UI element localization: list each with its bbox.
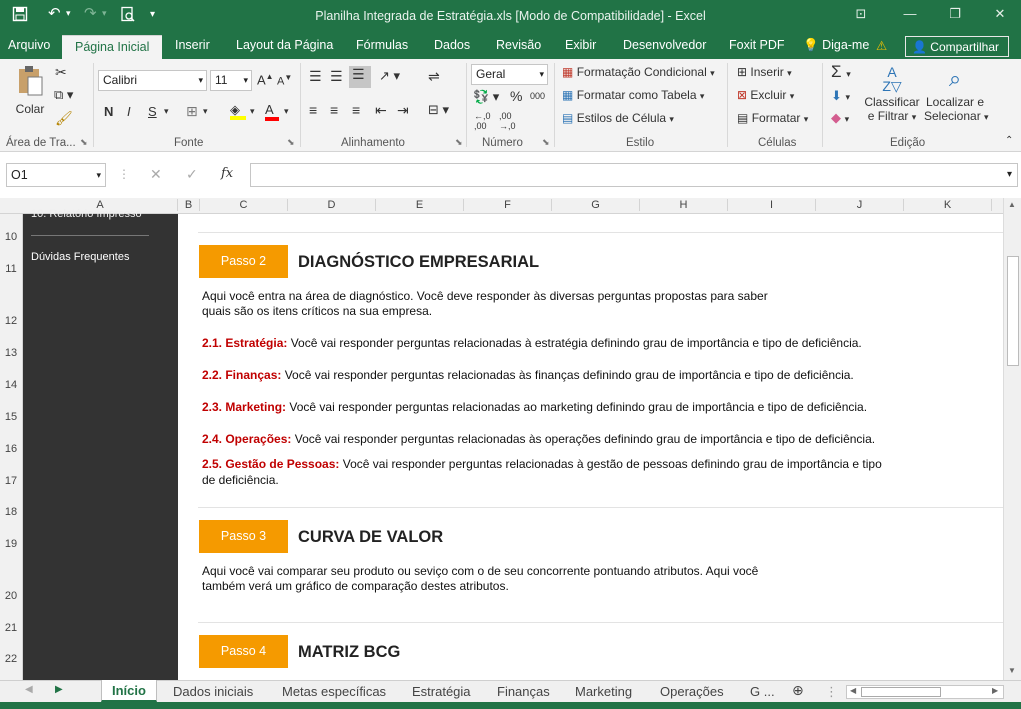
row-header[interactable]: 20 xyxy=(4,590,18,602)
alignment-group-label: Alinhamento xyxy=(341,137,405,149)
chevron-down-icon: ▾ xyxy=(96,170,101,180)
customize-toolbar-icon[interactable]: ▾ xyxy=(150,9,156,20)
divider xyxy=(198,622,1003,623)
insert-cells-button[interactable] xyxy=(737,65,792,79)
accounting-format-icon[interactable]: 💱 ▾ xyxy=(473,89,500,104)
ribbon xyxy=(0,59,1021,152)
decrease-decimal-icon[interactable]: ,00 →,0 xyxy=(499,111,516,131)
decrease-font-icon[interactable]: A▼ xyxy=(277,73,293,88)
paste-button[interactable] xyxy=(14,65,46,116)
clear-icon[interactable]: ◆ ▾ xyxy=(831,110,850,125)
sidebar-item-relatorio[interactable]: 10. Relatório Impresso xyxy=(31,208,142,220)
align-right-icon[interactable]: ≡ xyxy=(352,102,361,118)
tell-me-label: Diga-me xyxy=(822,38,870,52)
step2-item xyxy=(202,457,882,472)
column-headers xyxy=(0,198,1021,214)
increase-decimal-icon[interactable]: ←,0 ,00 xyxy=(474,111,491,131)
alignment-launcher-icon[interactable]: ⬊ xyxy=(455,137,463,147)
scroll-up-icon[interactable]: ▲ xyxy=(1008,200,1016,209)
cells-group-label: Células xyxy=(758,137,797,149)
chevron-down-icon: ▾ xyxy=(789,91,795,101)
sheet-tab-marketing[interactable]: Marketing xyxy=(575,684,633,699)
editing-group-label: Edição xyxy=(890,137,926,149)
chevron-down-icon: ▾ xyxy=(198,75,203,85)
conditional-formatting-button[interactable] xyxy=(562,65,715,79)
step2-item xyxy=(202,336,862,351)
font-size-value: 11 xyxy=(215,73,228,87)
sheet-tab-estrategia[interactable]: Estratégia xyxy=(412,684,471,699)
column-header[interactable]: F xyxy=(464,199,552,211)
row-header[interactable]: 12 xyxy=(4,315,18,327)
confirm-entry-icon: ✓ xyxy=(186,166,198,182)
number-format-select[interactable] xyxy=(471,64,548,85)
sheet-tab-metas[interactable]: Metas específicas xyxy=(282,684,387,699)
row-header[interactable]: 14 xyxy=(4,379,18,391)
font-color-icon[interactable]: A xyxy=(265,102,279,121)
increase-indent-icon[interactable]: ⇥ xyxy=(397,102,409,118)
column-header[interactable]: E xyxy=(376,199,464,211)
more-options-icon: ⋮ xyxy=(118,167,130,181)
merge-center-icon[interactable]: ⊟ ▾ xyxy=(428,102,450,117)
percent-icon[interactable]: % xyxy=(510,88,523,104)
tabs-splitter-icon[interactable]: ⋮ xyxy=(825,684,838,699)
format-cells-icon: ▤ xyxy=(737,111,749,125)
name-box-value: O1 xyxy=(11,168,28,182)
step3-line2: também verá um gráfico de comparação destes atributos. xyxy=(202,579,509,593)
fill-icon[interactable]: ⬇ ▾ xyxy=(831,88,851,103)
fill-color-dropdown-icon[interactable]: ▾ xyxy=(250,106,255,116)
prev-sheet-icon[interactable]: ◀ xyxy=(25,684,33,695)
find-select-label-1: Localizar e xyxy=(925,95,985,109)
chevron-down-icon: ▾ xyxy=(699,91,705,101)
sheet-tabs-bar xyxy=(0,680,1021,702)
column-header[interactable]: J xyxy=(816,199,904,211)
sort-filter-label-2: e Filtrar ▾ xyxy=(867,109,917,123)
find-select-label-2: Selecionar ▾ xyxy=(924,109,989,123)
font-launcher-icon[interactable]: ⬊ xyxy=(287,137,295,147)
fill-color-icon[interactable]: ◈ xyxy=(230,102,246,120)
tab-pagina-inicial[interactable]: Página Inicial xyxy=(62,35,162,59)
increase-font-icon[interactable]: A▲ xyxy=(257,72,274,88)
status-bar xyxy=(0,702,1021,709)
underline-button[interactable]: S xyxy=(148,104,157,119)
font-color-dropdown-icon[interactable]: ▾ xyxy=(284,106,289,116)
insert-cells-label: Inserir xyxy=(750,65,784,79)
item-text: Você vai responder perguntas relacionadas à estratégia definindo grau de importância e tipo de deficiência. xyxy=(287,336,862,350)
vertical-scrollbar[interactable] xyxy=(1003,198,1021,680)
redo-dropdown-icon: ▾ xyxy=(102,8,107,18)
scroll-down-icon[interactable]: ▼ xyxy=(1008,666,1016,675)
chevron-down-icon: ▾ xyxy=(669,114,674,124)
format-cells-label: Formatar xyxy=(751,111,801,125)
row-header[interactable]: 15 xyxy=(4,411,18,423)
cut-icon[interactable]: ✂ xyxy=(55,64,67,80)
redo-icon[interactable]: ↷ xyxy=(84,5,97,22)
table-icon: ▦ xyxy=(562,88,574,102)
font-name-value: Calibri xyxy=(103,73,138,87)
align-middle-icon[interactable]: ☰ xyxy=(330,68,343,84)
column-header[interactable]: C xyxy=(200,199,288,211)
chevron-down-icon: ▾ xyxy=(243,75,248,85)
row-header[interactable]: 16 xyxy=(4,443,18,455)
item-label: 2.3. Marketing: xyxy=(202,400,287,414)
item-text: Você vai responder perguntas relacionadas à gestão de pessoas definindo grau de importância e tipo xyxy=(339,457,882,471)
tab-dados[interactable]: Dados xyxy=(434,38,471,52)
borders-dropdown-icon[interactable]: ▾ xyxy=(203,106,208,116)
divider xyxy=(198,232,1003,233)
title-bar xyxy=(0,0,1021,34)
column-header[interactable]: H xyxy=(640,199,728,211)
scroll-thumb[interactable] xyxy=(1007,256,1019,366)
tab-arquivo[interactable]: Arquivo xyxy=(8,38,51,52)
warning-icon[interactable]: ⚠ xyxy=(876,39,888,53)
horizontal-scrollbar[interactable] xyxy=(846,685,1004,699)
step2-badge: Passo 2 xyxy=(199,245,288,278)
tell-me[interactable] xyxy=(803,38,869,53)
row-header[interactable]: 17 xyxy=(4,475,18,487)
column-header[interactable]: A xyxy=(23,199,178,211)
sheet-tab-more[interactable]: G ... xyxy=(750,684,775,699)
undo-dropdown-icon[interactable]: ▾ xyxy=(66,8,71,18)
format-as-table-label: Formatar como Tabela xyxy=(576,88,697,102)
item-label: 2.2. Finanças: xyxy=(202,368,282,382)
align-bottom-icon[interactable]: ☰ xyxy=(349,66,371,88)
tab-revisao[interactable]: Revisão xyxy=(496,38,542,52)
person-icon: 👤 xyxy=(912,40,927,54)
item-label: 2.4. Operações: xyxy=(202,432,292,446)
share-button[interactable] xyxy=(905,36,1009,57)
sort-filter-icon: A Z▽ xyxy=(882,64,902,94)
font-group-label: Fonte xyxy=(174,137,204,149)
wrap-text-icon[interactable]: ⇌ xyxy=(428,68,440,84)
column-header[interactable]: I xyxy=(728,199,816,211)
tab-exibir[interactable]: Exibir xyxy=(565,38,597,52)
sheet-content xyxy=(178,214,1003,680)
sort-filter-label-1: Classificar xyxy=(864,95,920,109)
divider xyxy=(198,507,1003,508)
number-group-label: Número xyxy=(482,137,523,149)
add-sheet-icon[interactable]: ⊕ xyxy=(792,682,804,698)
insert-cells-icon: ⊞ xyxy=(737,65,748,79)
sidebar-item-faq[interactable]: Dúvidas Frequentes xyxy=(31,251,130,263)
italic-button[interactable]: I xyxy=(127,104,131,119)
chevron-down-icon: ▾ xyxy=(787,68,792,78)
cell-styles-label: Estilos de Célula xyxy=(576,111,667,125)
sidebar-divider xyxy=(31,235,149,236)
chevron-down-icon: ▾ xyxy=(710,68,715,78)
cancel-entry-icon: ✕ xyxy=(150,166,162,182)
format-as-table-button[interactable] xyxy=(562,88,704,102)
borders-icon[interactable]: ⊞ xyxy=(186,103,198,119)
number-launcher-icon[interactable]: ⬊ xyxy=(542,137,550,147)
step2-item-continued: de deficiência. xyxy=(202,473,279,487)
clipboard-launcher-icon[interactable]: ⬊ xyxy=(80,137,88,147)
scroll-right-icon[interactable]: ▶ xyxy=(992,686,999,695)
column-header[interactable]: D xyxy=(288,199,376,211)
column-header[interactable]: B xyxy=(178,199,200,211)
find-select-button[interactable] xyxy=(924,65,989,123)
step2-item xyxy=(202,368,854,383)
number-format-value: Geral xyxy=(476,67,506,81)
align-center-icon[interactable]: ≡ xyxy=(330,102,339,118)
align-top-icon[interactable]: ☰ xyxy=(309,68,322,84)
step4-title: MATRIZ BCG xyxy=(298,643,401,661)
format-painter-icon[interactable]: 🖌 xyxy=(55,110,73,126)
row-headers xyxy=(0,214,23,680)
copy-icon[interactable]: ⧉ ▾ xyxy=(54,87,74,102)
undo-icon[interactable]: ↶ xyxy=(48,5,61,22)
maximize-icon[interactable]: ❐ xyxy=(949,6,961,21)
column-header[interactable]: G xyxy=(552,199,640,211)
formula-bar xyxy=(0,152,1021,198)
close-icon[interactable]: ✕ xyxy=(994,6,1006,21)
sheet-tab-operacoes[interactable]: Operações xyxy=(660,684,724,699)
column-header[interactable]: K xyxy=(904,199,992,211)
sheet-tab-financas[interactable]: Finanças xyxy=(497,684,550,699)
step2-title: DIAGNÓSTICO EMPRESARIAL xyxy=(298,253,540,271)
step4-badge: Passo 4 xyxy=(199,635,288,668)
row-header[interactable]: 21 xyxy=(4,622,18,634)
chevron-down-icon: ▾ xyxy=(803,114,809,124)
step2-intro-line1: Aqui você entra na área de diagnóstico. Você deve responder às diversas perguntas propostas para saber xyxy=(202,289,768,303)
align-left-icon[interactable]: ≡ xyxy=(309,102,318,118)
conditional-formatting-icon: ▦ xyxy=(562,65,574,79)
tab-desenvolvedor[interactable]: Desenvolvedor xyxy=(623,38,707,52)
row-header[interactable]: 10 xyxy=(4,231,18,243)
step3-title: CURVA DE VALOR xyxy=(298,528,444,546)
sheet-tab-dados-iniciais[interactable]: Dados iniciais xyxy=(173,684,254,699)
orientation-icon[interactable]: ↗ ▾ xyxy=(379,68,401,83)
window-title: Planilha Integrada de Estratégia.xls [Modo de Compatibilidade] - Excel xyxy=(315,9,706,23)
step2-item xyxy=(202,432,875,447)
item-text: Você vai responder perguntas relacionadas às operações definindo grau de importância e tipo de deficiência. xyxy=(291,432,876,446)
row-header[interactable]: 19 xyxy=(4,538,18,550)
name-box[interactable] xyxy=(6,163,106,187)
decrease-indent-icon[interactable]: ⇤ xyxy=(375,102,387,118)
ribbon-display-icon[interactable]: ⊡ xyxy=(855,6,867,21)
autosum-icon[interactable]: Σ ▾ xyxy=(831,62,851,81)
step2-item xyxy=(202,400,867,415)
row-header[interactable]: 13 xyxy=(4,347,18,359)
item-label: 2.1. Estratégia: xyxy=(202,336,288,350)
item-label: 2.5. Gestão de Pessoas: xyxy=(202,457,340,471)
sidebar-menu xyxy=(23,208,178,680)
delete-cells-icon: ⊠ xyxy=(737,88,748,102)
delete-cells-label: Excluir xyxy=(750,88,787,102)
tab-formulas[interactable]: Fórmulas xyxy=(356,38,409,52)
chevron-down-icon: ▾ xyxy=(539,69,544,79)
bold-button[interactable]: N xyxy=(104,104,114,119)
delete-cells-button[interactable] xyxy=(737,88,794,102)
comma-style-icon[interactable]: 000 xyxy=(530,91,546,101)
row-header[interactable]: 11 xyxy=(5,263,17,275)
step2-intro-line2: quais são os itens críticos na sua empresa. xyxy=(202,304,433,318)
save-icon[interactable] xyxy=(12,6,28,26)
magnifier-icon: ⌕ xyxy=(948,66,962,91)
step3-badge: Passo 3 xyxy=(199,520,288,553)
font-name-select[interactable] xyxy=(98,70,207,91)
sheet-tab-inicio[interactable]: Início xyxy=(101,680,157,702)
lightbulb-icon: 💡 xyxy=(803,38,819,52)
tab-layout-pagina[interactable]: Layout da Página xyxy=(236,38,334,52)
expand-formula-icon: ▾ xyxy=(1006,169,1012,180)
conditional-formatting-label: Formatação Condicional xyxy=(576,65,707,79)
cell-styles-button[interactable] xyxy=(562,111,674,125)
format-cells-button[interactable] xyxy=(737,111,808,125)
clipboard-group-label: Área de Tra... xyxy=(6,137,76,149)
row-header[interactable]: 22 xyxy=(4,653,18,665)
item-text: Você vai responder perguntas relacionadas às finanças definindo grau de importância e tipo de deficiência. xyxy=(281,368,854,382)
paste-label: Colar xyxy=(15,102,45,116)
tab-inserir[interactable]: Inserir xyxy=(175,38,210,52)
underline-dropdown-icon[interactable]: ▾ xyxy=(164,106,169,116)
collapse-ribbon-icon[interactable]: ⌃ xyxy=(1005,135,1014,146)
next-sheet-icon[interactable]: ▶ xyxy=(55,684,63,695)
font-size-select[interactable] xyxy=(210,70,252,91)
insert-function-icon[interactable]: fx xyxy=(221,166,234,181)
hscroll-thumb[interactable] xyxy=(861,687,941,697)
tab-foxit-pdf[interactable]: Foxit PDF xyxy=(729,38,785,52)
formula-input[interactable] xyxy=(250,163,1018,187)
cell-styles-icon: ▤ xyxy=(562,111,574,125)
paste-icon xyxy=(16,65,44,97)
styles-group-label: Estilo xyxy=(626,137,655,149)
sort-filter-button[interactable] xyxy=(864,65,920,123)
ribbon-tabs xyxy=(0,34,1021,59)
row-header[interactable]: 18 xyxy=(4,506,18,518)
step3-line1: Aqui você vai comparar seu produto ou seviço com o de seu concorrente pontuando atributos. Aqui você xyxy=(202,564,759,578)
minimize-icon[interactable]: — xyxy=(903,6,917,21)
print-preview-icon[interactable] xyxy=(120,6,136,27)
share-label: Compartilhar xyxy=(930,40,999,54)
scroll-left-icon[interactable]: ◀ xyxy=(850,686,857,695)
item-text: Você vai responder perguntas relacionadas ao marketing definindo grau de importância e tipo de deficiência. xyxy=(286,400,868,414)
